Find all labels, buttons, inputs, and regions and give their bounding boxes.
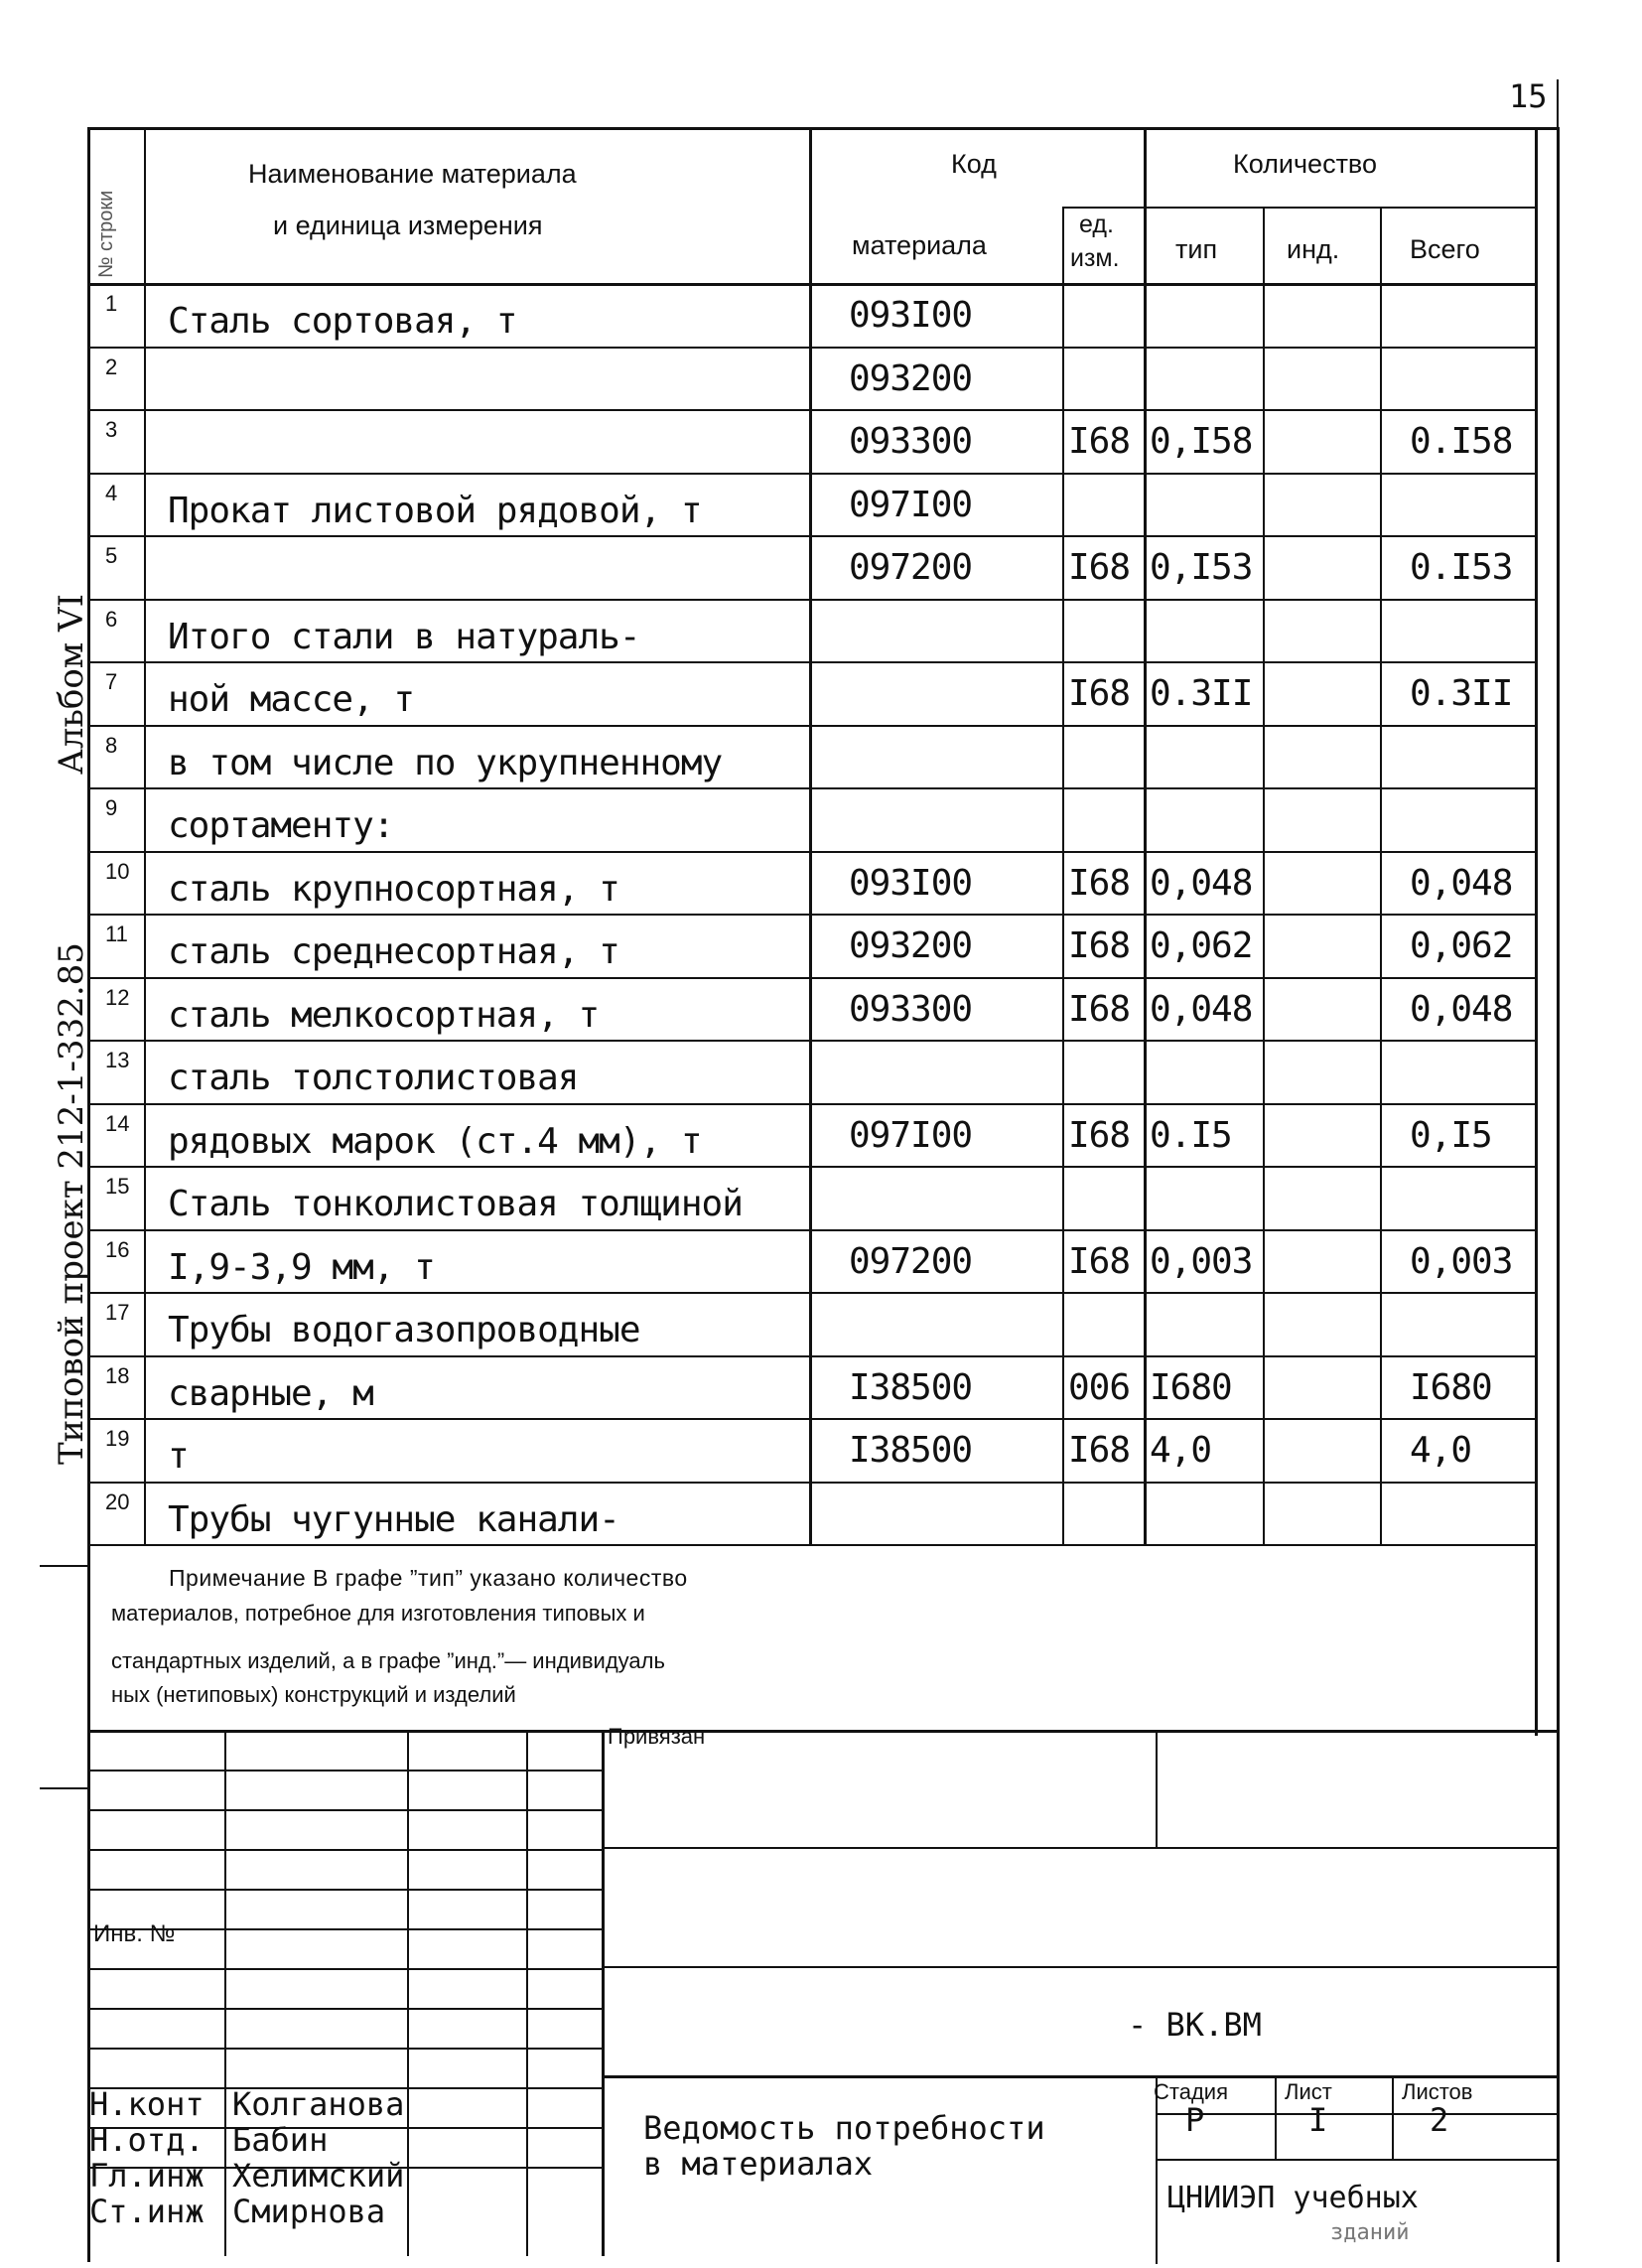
cell-name: Трубы водогазопроводные [168,1310,640,1350]
row-number: 12 [105,985,130,1010]
stamp-sheet-label: Лист [1285,2079,1332,2104]
row-number: 1 [105,291,118,316]
row-line [87,1103,1535,1105]
row-line [87,347,1535,349]
col-unit [1144,127,1147,1544]
cell-type: 0,I53 [1150,547,1253,588]
cell-unit: I68 [1068,673,1131,714]
cell-unit: 006 [1068,1367,1131,1408]
cell-code: 093I00 [849,295,973,336]
frame-right [1557,127,1560,2262]
row-line [87,1482,1535,1484]
cell-name: I,9-3,9 мм, т [168,1247,435,1288]
cell-unit: I68 [1068,1115,1131,1156]
stamp-org-1: ЦНИИЭП учебных [1167,2181,1419,2215]
stamp-bound-divider [1156,1730,1158,1847]
header-ind: инд. [1287,234,1340,264]
sign-role: Н.конт [89,2085,205,2123]
row-number: 2 [105,354,118,379]
cell-total: 0.I53 [1410,547,1513,588]
stamp-inv-label: Инв. № [93,1920,176,1947]
row-line [87,1292,1535,1294]
sign-role: Н.отд. [89,2121,205,2159]
cell-code: 097I00 [849,1115,973,1156]
cell-unit: I68 [1068,863,1131,904]
stamp-row [87,2008,602,2010]
cell-code: 097200 [849,1241,973,1282]
cell-name: Трубы чугунные канали- [168,1499,619,1540]
stamp-stage: Р [1185,2101,1205,2139]
sign-role: Ст.инж [89,2193,205,2230]
stamp-org-2: зданий [1330,2220,1410,2245]
side-label-project: Типовой проект 212-1-332.85 [52,942,91,1465]
stamp-top [87,1730,1557,1733]
stamp-doc-code: - ВК.ВМ [1128,2006,1262,2044]
cell-type: 0,I58 [1150,421,1253,462]
row-number: 9 [105,795,118,820]
row-line [87,599,1535,601]
cell-code: 093200 [849,358,973,399]
cell-code: 093300 [849,989,973,1030]
cell-name: ной массе, т [168,679,415,720]
stamp-row [87,1968,602,1970]
row-number: 20 [105,1489,130,1514]
header-code: Код [951,149,997,179]
note-line-2: материалов, потребное для изготовления типовых и [111,1601,645,1626]
cell-name: сталь среднесортная, т [168,931,619,972]
header-total: Всего [1410,234,1480,264]
stamp-row [87,2048,602,2050]
row-number: 4 [105,481,118,505]
frame-top [87,127,1557,130]
sign-name: Колганова [232,2085,405,2123]
stamp-sheet: I [1308,2101,1328,2139]
cell-unit: I68 [1068,547,1131,588]
sign-role: Гл.инж [89,2157,205,2195]
col-code [1062,207,1064,1544]
cell-unit: I68 [1068,1241,1131,1282]
row-number: 13 [105,1048,130,1072]
cell-unit: I68 [1068,989,1131,1030]
row-line [87,1418,1535,1420]
header-unit-line1: ед. [1079,211,1114,238]
header-unit-line2: изм. [1070,244,1120,272]
col-ind [1380,207,1382,1544]
row-line [87,409,1535,411]
stamp-stage-label: Стадия [1154,2079,1228,2104]
stamp-sheet-sep [1392,2075,1394,2159]
cell-unit: I68 [1068,1430,1131,1471]
stamp-row [87,1889,602,1891]
row-number: 6 [105,607,118,632]
row-number: 14 [105,1111,130,1136]
row-line [87,1166,1535,1168]
stamp-mid-1 [602,1847,1557,1849]
stamp-sheets-label: Листов [1402,2079,1473,2104]
row-line [87,851,1535,853]
header-name-line1: Наименование материала [248,159,577,189]
stamp-stage-sep [1275,2075,1277,2159]
stamp-doc-title-1: Ведомость потребности [643,2109,1045,2147]
cell-type: I680 [1150,1367,1232,1408]
cell-name: Сталь тонколистовая толщиной [168,1184,743,1224]
cell-unit: I68 [1068,421,1131,462]
cell-name: рядовых марок (ст.4 мм), т [168,1121,702,1162]
row-line [87,1355,1535,1357]
cell-name: сортаменту: [168,805,394,846]
row-number: 11 [105,921,128,946]
note-line-4: ных (нетиповых) конструкций и изделий [111,1682,516,1707]
stamp-row [87,1849,602,1851]
row-number: 7 [105,669,118,694]
cell-type: 4,0 [1150,1430,1212,1471]
stamp-row [87,1809,602,1811]
stamp-row [87,1770,602,1772]
sign-name: Хелимский [232,2157,405,2195]
note-line-1: Примечание В графе ”тип” указано количество [169,1565,688,1591]
cell-total: 0,062 [1410,925,1513,966]
page-number: 15 [1509,77,1548,115]
cell-total: 0.3II [1410,673,1513,714]
row-line [87,661,1535,663]
stamp-stage-bottom [1156,2159,1557,2161]
row-line [87,1544,1535,1546]
row-line [87,787,1535,789]
cell-type: 0.3II [1150,673,1253,714]
cell-code: 097I00 [849,485,973,525]
side-label-album: Альбом VI [52,593,91,775]
row-line [87,914,1535,916]
row-line [87,977,1535,979]
cell-code: 093300 [849,421,973,462]
col-type [1263,207,1265,1544]
cell-total: 0,048 [1410,989,1513,1030]
cell-total: 4,0 [1410,1430,1472,1471]
stamp-mid-2 [602,1966,1557,1968]
cell-name: Прокат листовой рядовой, т [168,491,702,531]
cell-name: сталь толстолистовая [168,1058,579,1098]
header-row-no: № строки [95,190,117,278]
cell-code: I38500 [849,1430,973,1471]
cell-name: сталь мелкосортная, т [168,995,600,1036]
cell-type: 0,048 [1150,989,1253,1030]
row-number: 5 [105,543,118,568]
stamp-col-main [602,1730,605,2256]
stamp-mid-3 [602,2075,1557,2078]
sign-name: Бабин [232,2121,329,2159]
row-number: 19 [105,1426,130,1451]
row-number: 18 [105,1363,130,1388]
header-split [1062,207,1535,209]
header-name-line2: и единица измерения [273,211,543,240]
header-quantity: Количество [1233,149,1377,179]
cell-type: 0,048 [1150,863,1253,904]
row-number: 17 [105,1300,130,1325]
cell-total: 0,003 [1410,1241,1513,1282]
row-line [87,535,1535,537]
cell-name: в том числе по укрупненному [168,743,723,783]
cell-name: сварные, м [168,1373,373,1414]
stamp-stage-row [1156,2113,1557,2115]
cell-unit: I68 [1068,925,1131,966]
row-number: 10 [105,859,130,884]
row-line [87,1040,1535,1042]
header-type: тип [1175,234,1218,264]
stamp-bound-label: Привязан [608,1724,706,1749]
stamp-doc-title-2: в материалах [643,2145,874,2183]
row-number: 3 [105,417,118,442]
cell-code: 097200 [849,547,973,588]
cell-name: т [168,1436,189,1477]
row-line [87,473,1535,475]
cell-name: сталь крупносортная, т [168,869,619,910]
cell-code: 093I00 [849,863,973,904]
sign-name: Смирнова [232,2193,386,2230]
cell-total: 0.I58 [1410,421,1513,462]
col-name [809,127,812,1544]
col-num [144,127,146,1544]
cell-total: 0,048 [1410,863,1513,904]
row-number: 15 [105,1174,130,1199]
cell-type: 0.I5 [1150,1115,1232,1156]
cell-name: Сталь сортовая, т [168,301,517,342]
row-number: 8 [105,733,118,758]
cell-name: Итого стали в натураль- [168,617,640,657]
cell-total: I680 [1410,1367,1492,1408]
col-right [1535,127,1538,1736]
header-material: материала [852,230,987,260]
cell-code: I38500 [849,1367,973,1408]
row-number: 16 [105,1237,130,1262]
cell-code: 093200 [849,925,973,966]
note-line-3: стандартных изделий, а в графе ”инд.”— индивидуаль [111,1648,665,1673]
cell-total: 0,I5 [1410,1115,1492,1156]
cell-type: 0,062 [1150,925,1253,966]
stamp-sheets: 2 [1430,2101,1449,2139]
row-line [87,725,1535,727]
cell-type: 0,003 [1150,1241,1253,1282]
row-line [87,1229,1535,1231]
